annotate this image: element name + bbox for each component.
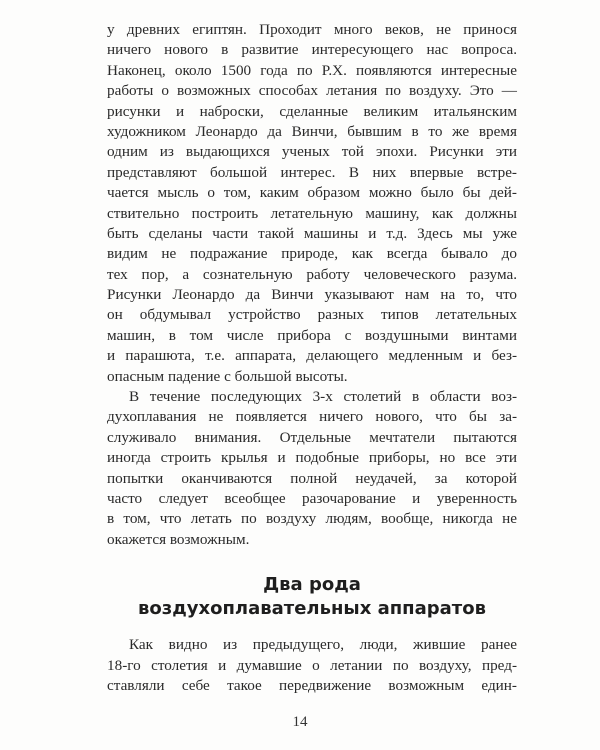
section-heading (107, 573, 517, 621)
paragraph-2 (107, 387, 517, 550)
text-line: ствительно построить летательную машину, как должны (107, 204, 517, 222)
spacer (107, 621, 517, 635)
spacer (107, 550, 517, 573)
text-line: служивало внимания. Отдельные мечтатели пытаются (107, 428, 517, 446)
text-line: часто следует всеобщее разочарование и уверенность (107, 489, 517, 507)
text-line: работы о возможных способах летания по воздуху. Это — (107, 82, 517, 100)
text-line: попытки оканчиваются полной неудачей, за которой (107, 469, 517, 487)
text-line: машин, в том числе прибора с воздушными винтами (107, 326, 517, 344)
text-line: окажется возможным. (107, 530, 250, 548)
text-line: чается мысль о том, каким образом можно было бы дей- (107, 184, 517, 202)
text-line: у древних египтян. Проходит много веков, не принося (107, 21, 517, 38)
text-line: иногда строить крылья и подобные приборы, но все эти (107, 449, 517, 467)
heading-line-1: Два рода (263, 574, 361, 596)
page-number: 14 (292, 714, 308, 730)
text-line: быть сделаны части такой машины и т.д. Здесь мы уже (107, 224, 517, 242)
text-line: в том, что летать по воздуху людям, вообще, никогда не (107, 510, 517, 528)
text-line: Как видно из предыдущего, люди, жившие ранее (129, 636, 517, 654)
text-line: представляют большой интерес. В них впервые встре- (107, 163, 517, 181)
text-line: ставляли себе такое передвижение возможным един- (107, 676, 517, 694)
text-line: он обдумывал устройство разных типов летательных (107, 306, 517, 324)
paragraph-3 (107, 635, 517, 696)
text-line: 18-го столетия и думавшие о летании по воздуху, пред- (107, 656, 517, 674)
text-line: Наконец, около 1500 года по Р.Х. появляются интересные (107, 61, 517, 79)
text-line: видим не подражание природе, как всегда бывало до (107, 245, 517, 263)
text-line: рисунки и наброски, сделанные великим итальянским (107, 102, 517, 120)
text-line: художником Леонардо да Винчи, бывшим в то же время (107, 122, 517, 140)
text-line: В течение последующих 3-х столетий в области воз- (129, 388, 517, 406)
text-column (107, 20, 517, 696)
paragraph-1 (107, 20, 517, 387)
text-line: опасным падение с большой высоты. (107, 367, 348, 385)
heading-line-2: воздухоплавательных аппаратов (138, 598, 486, 620)
text-line: Рисунки Леонардо да Винчи указывают нам на то, что (107, 286, 517, 304)
text-line: ничего нового в развитие интересующего нас вопроса. (107, 41, 517, 59)
text-line: и парашюта, т.е. аппарата, делающего медленным и без- (107, 347, 517, 365)
text-line: духоплавания не появляется ничего нового, что бы за- (107, 408, 517, 426)
text-line: одним из выдающихся ученых той эпохи. Рисунки эти (107, 143, 517, 161)
text-line: тех пор, а сознательную работу человеческого разума. (107, 265, 517, 283)
